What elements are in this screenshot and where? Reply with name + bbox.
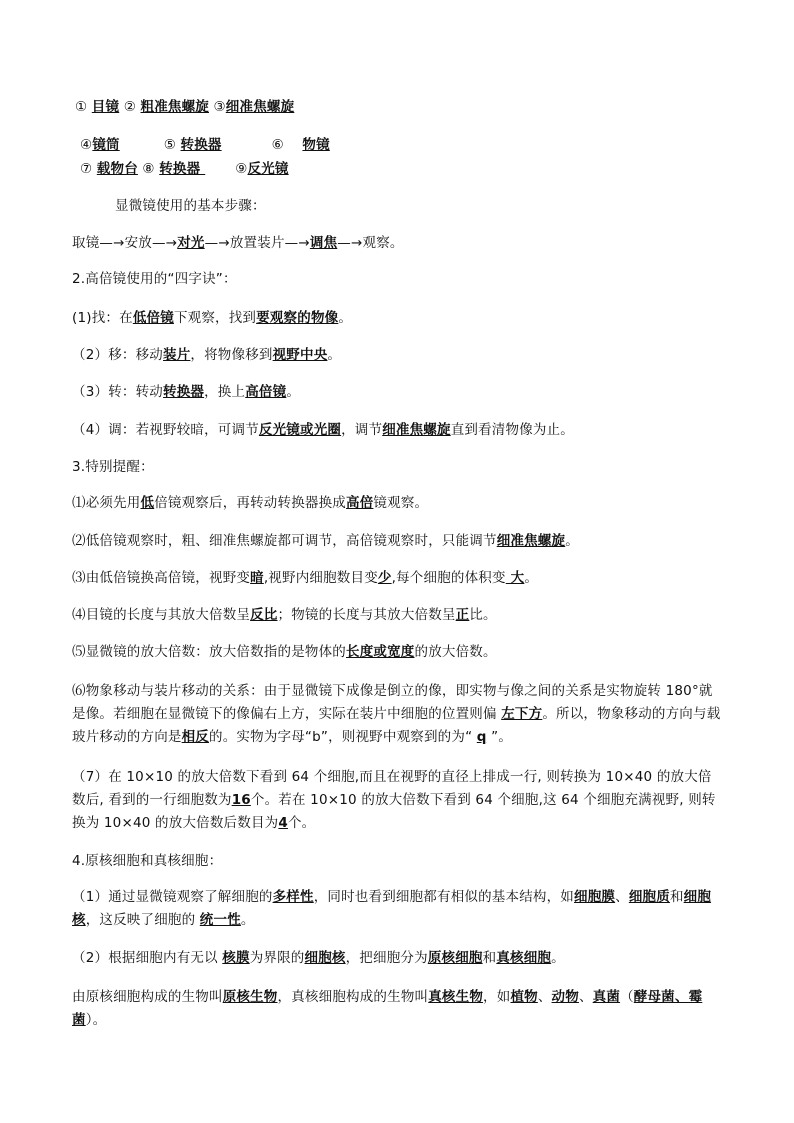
part-fine-focus: 细准焦螺旋 [225,99,295,115]
part-converter-2: 转换器 [159,161,206,177]
text-segment: ⑨ [235,161,248,177]
cell-para-3 [72,986,724,1032]
reminder-2 [72,532,579,550]
underlined-answer: 高倍镜 [245,384,287,400]
text-segment: ⑹物象移动与装片移动的关系：由于显微镜下成像是倒立的像，即实物与像之间的关系是实物旋转 180°就是像。若细胞在显微镜下的像偏右上方，实际在装片中细胞的位置则偏 [72,683,713,722]
underlined-answer: 真核细胞 [496,950,552,966]
text-segment: 。 [327,347,342,363]
text-segment: 。 [286,384,301,400]
part-coarse-focus: 粗准焦螺旋 [140,99,209,115]
text-segment: ，这反映了细胞的 [85,912,200,928]
underlined-answer: 视野中央 [272,347,328,363]
part-mirror: 反光镜 [247,161,289,177]
section-3-heading: 3.特别提醒： [72,459,154,475]
parts-line-3 [80,160,289,178]
underlined-answer: 正 [455,607,470,623]
underlined-answer: 原核生物 [222,989,278,1005]
step-turn [72,383,300,401]
text-segment: 和 [482,950,497,966]
underlined-answer: 调焦 [309,235,338,251]
text-segment: （2）移：移动 [72,347,163,363]
text-segment: （ [620,989,634,1005]
underlined-answer: 真菌 [592,989,621,1005]
underlined-answer: 高倍 [346,495,374,511]
parts-line-1 [75,98,294,116]
text-segment: 。 [524,570,539,586]
part-converter: 转换器 [180,137,222,153]
underlined-answer: 低倍镜 [132,310,174,326]
underlined-answer: 细准焦螺旋 [496,533,566,549]
steps-title: 显微镜使用的基本步骤： [115,198,266,214]
reminder-6 [72,680,724,749]
text-segment: 的。实物为字母“b”，则视野中观察到的为“ [209,729,477,745]
reminder-7 [72,766,724,835]
text-segment: ，同时也看到细胞都有相似的基本结构，如 [313,889,575,905]
underlined-answer: 细准焦螺旋 [382,422,451,438]
underlined-answer: 相反 [181,729,210,745]
text-segment: 由原核细胞构成的生物叫 [72,989,223,1005]
text-segment: 、 [615,889,629,905]
text-segment: （7）在 10×10 的放大倍数下看到 64 个细胞,而且在视野的直径上排成一行, 则转换为 10×40 的放大倍数后, 看到的一行细胞数为 [72,769,712,808]
underlined-answer: 左下方 [501,706,543,722]
underlined-answer: 转换器 [163,384,205,400]
text-segment: ，调节 [341,422,383,438]
text-segment: ③ [209,99,226,115]
text-segment: 为界限的 [249,950,305,966]
reminder-3 [72,569,538,587]
cell-para-2 [72,949,565,967]
section-4-heading: 4.原核细胞和真核细胞： [72,853,223,869]
text-segment: ，把细胞分为 [345,950,428,966]
text-segment: ⑥ [271,137,289,153]
text-segment: （4）调：若视野较暗，可调节 [72,422,259,438]
underlined-answer: q [476,729,487,745]
text-segment: 、 [537,989,552,1005]
underlined-answer: 要观察的物像 [256,310,339,326]
underlined-answer: 大 [505,570,525,586]
text-segment: （3）转：转动 [72,384,163,400]
text-segment: —→放置装片—→ [204,235,310,251]
underlined-answer: 少 [377,570,392,586]
text-segment: ，真核细胞构成的生物叫 [277,989,429,1005]
section-2-heading: 2.高倍镜使用的“四字诀”： [72,271,237,287]
text-segment: 取镜—→安放—→ [72,235,178,251]
text-segment: ⑵低倍镜观察时，粗、细准焦螺旋都可调节，高倍镜观察时，只能调节 [72,533,497,549]
text-segment: 和 [669,889,684,905]
text-segment: ”。 [486,729,513,745]
underlined-answer: 核膜 [222,950,250,966]
underlined-answer: 细胞核 [304,950,346,966]
underlined-answer: 长度或宽度 [346,644,415,660]
underlined-answer: 统一性 [199,912,241,928]
parts-line-2 [80,136,330,154]
text-segment: 。 [240,912,255,928]
text-segment: 、 [578,989,593,1005]
text-segment: ）。 [85,1012,107,1028]
text-segment: 。所以，物象移动的方向与载玻片移动的方向是 [72,706,721,745]
text-segment: ⑶由低倍镜换高倍镜，视野变 [72,570,251,586]
reminder-1 [72,494,428,512]
part-tube: 镜筒 [92,137,120,153]
text-segment: （1）通过显微镜观察了解细胞的 [72,889,273,905]
underlined-answer: 动物 [551,989,579,1005]
underlined-answer: 4 [278,815,288,831]
text-segment: ，换上 [204,384,246,400]
underlined-answer: 多样性 [272,889,314,905]
text-segment: （2）根据细胞内有无以 [72,950,223,966]
underlined-answer: 反比 [250,607,278,623]
text-segment: 。 [551,950,565,966]
text-segment: ，如 [483,989,511,1005]
underlined-answer: 装片 [163,347,191,363]
text-segment: —→观察。 [337,235,404,251]
underlined-answer: 真核生物 [428,989,484,1005]
text-segment: ,每个细胞的体积变 [391,570,506,586]
underlined-answer: 反光镜或光圈 [258,422,342,438]
text-segment: 个。 [287,815,316,831]
underlined-answer: 细胞核 [72,889,712,928]
text-segment: ⑧ [137,161,160,177]
text-segment: ⑤ [163,137,181,153]
text-segment: (1)找：在 [72,310,133,326]
text-segment: ⑷目镜的长度与其放大倍数呈 [72,607,251,623]
text-segment: ⑸显微镜的放大倍数：放大倍数指的是物体的 [72,644,346,660]
underlined-answer: 16 [231,792,251,808]
text-segment: 的放大倍数。 [414,644,497,660]
steps-line [72,234,404,252]
text-segment: 直到看清物像为止。 [450,422,575,438]
step-adjust [72,421,574,439]
part-eyepiece: 目镜 [91,99,120,115]
text-segment: 。 [338,310,353,326]
text-segment: ；物镜的长度与其放大倍数呈 [277,607,456,623]
underlined-answer: 细胞质 [628,889,670,905]
part-stage: 载物台 [96,161,138,177]
underlined-answer: 植物 [510,989,538,1005]
part-objective: 物镜 [302,137,330,153]
text-segment: 。 [565,533,579,549]
text-segment: ,视野内细胞数目变 [263,570,378,586]
text-segment: ④ [80,137,93,153]
text-segment: ⑴必须先用 [72,495,141,511]
underlined-answer: 低 [140,495,155,511]
text-segment: ，将物像移到 [190,347,273,363]
underlined-answer: 原核细胞 [427,950,483,966]
reminder-5 [72,643,497,661]
text-segment: 倍镜观察后，再转动转换器换成 [154,495,347,511]
reminder-4 [72,606,497,624]
text-segment: 下观察，找到 [173,310,257,326]
underlined-answer: 酵母菌、霉菌 [72,989,703,1028]
underlined-answer: 细胞膜 [574,889,616,905]
text-segment: ② [119,99,141,115]
underlined-answer: 对光 [177,235,205,251]
text-segment: 比。 [469,607,497,623]
text-segment: 个。若在 10×10 的放大倍数下看到 64 个细胞,这 64 个细胞充满视野, 则转换为 10×40 的放大倍数后数目为 [72,792,716,831]
cell-para-1 [72,886,724,932]
text-segment: ⑦ [80,161,97,177]
text-segment: 镜观察。 [373,495,429,511]
step-move [72,346,341,364]
text-segment: ① [75,99,92,115]
step-find [72,309,352,327]
underlined-answer: 暗 [250,570,264,586]
